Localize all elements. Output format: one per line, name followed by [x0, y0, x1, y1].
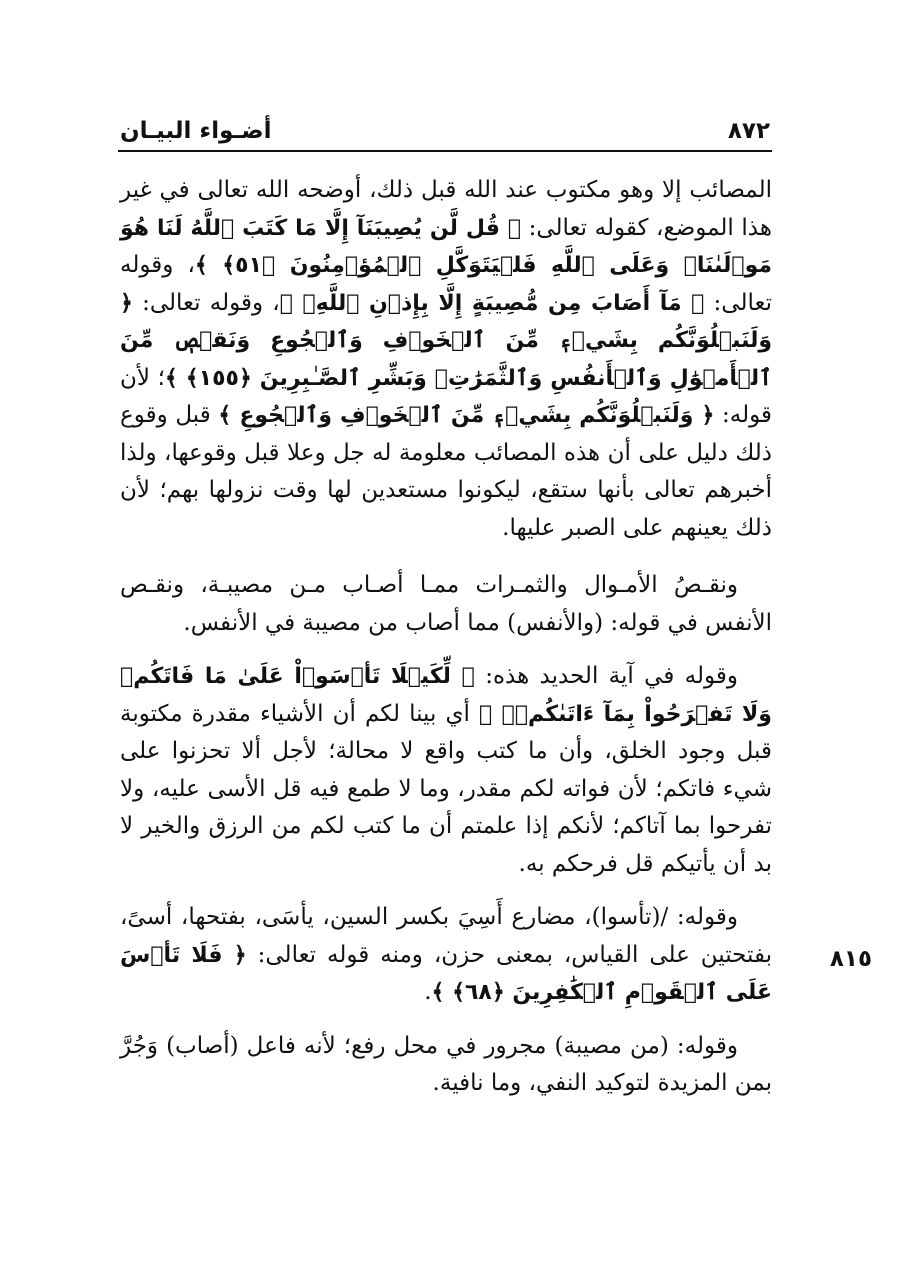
text-segment: وقوله: /(تأسوا)، مضارع أَسِيَ بكسر السين، يأسَى، بفتحها، أسىً، بفتحتين على القياس، بمعنى حزن، ومنه قوله تعالى:: [120, 904, 772, 968]
text-segment: ونقـصُ الأمـوال والثمـرات ممـا أصـاب مـن مصيبـة، ونقـص الأنفس في قوله: (والأنفس) مما أصاب من مصيبة في الأنفس.: [120, 572, 772, 636]
quran-verse: ﴿ قُل لَّن يُصِيبَنَآ إِلَّا مَا كَتَبَ ٱللَّهُ لَنَا هُوَ مَوۡلَىٰنَاۚ وَعَلَى ٱللَّهِ فَلۡيَتَوَكَّلِ ٱلۡمُؤۡمِنُونَ ﴿٥١﴾ ﴾: [120, 215, 772, 278]
text-segment: وقوله في آية الحديد هذه:: [474, 663, 738, 689]
text-segment: المصائب إلا وهو مكتوب عند الله قبل ذلك، أوضحه الله تعالى في غير هذا الموضع، كقوله تعالى:: [120, 177, 772, 241]
page-number: ٨٧٢: [727, 118, 770, 144]
quran-verse: ﴿ لِّكَيۡلَا تَأۡسَوۡاْ عَلَىٰ مَا فَاتَكُمۡ وَلَا تَفۡرَحُواْ بِمَآ ءَاتَىٰكُمۡۗ ﴾: [120, 664, 772, 727]
quran-verse: ﴿ فَلَا تَأۡسَ عَلَى ٱلۡقَوۡمِ ٱلۡكَٰفِرِينَ ﴿٦٨﴾ ﴾: [120, 942, 772, 1005]
running-title: أضـواء البيـان: [120, 118, 272, 144]
text-segment: ؛ لأن قوله:: [120, 364, 772, 428]
body-text: [120, 172, 772, 1103]
text-segment: ، وقوله تعالى:: [132, 289, 280, 316]
text-segment: ، وقوله تعالى:: [120, 252, 772, 316]
paragraph-gap: [120, 883, 772, 899]
text-segment: أي بينا لكم أن الأشياء مقدرة مكتوبة قبل وجود الخلق، وأن ما كتب واقع لا محالة؛ لأجل ألا تحزنوا على شيء فاتكم؛ لأن فواته لكم مقدر، وما لا طمع فيه قل الأسى عليه، ولا تفرحوا بما آتاكم؛ لأنكم إذا علمتم أن ما كتب لكم من الرزق والخير لا بد أن يأتيكم قل فرحكم به.: [120, 700, 772, 877]
paragraph-gap: [120, 1012, 772, 1028]
margin-page-reference: ٨١٥: [829, 946, 872, 972]
paragraph-3: [120, 658, 772, 883]
paragraph-2: [120, 567, 772, 642]
header-rule: [118, 150, 772, 152]
paragraph-5: [120, 1028, 772, 1103]
paragraph-4: [120, 899, 772, 1012]
paragraph-gap: [120, 642, 772, 658]
text-segment: وقوله: (من مصيبة) مجرور في محل رفع؛ لأنه فاعل (أصاب) وَجُرَّ بمن المزيدة لتوكيد النفي، وما نافية.: [120, 1032, 772, 1096]
paragraph-gap: [120, 547, 772, 567]
quran-verse: ﴿ وَلَنَبۡلُوَنَّكُم بِشَيۡءٖ مِّنَ ٱلۡخَوۡفِ وَٱلۡجُوعِ وَنَقۡصٖ مِّنَ ٱلۡأَمۡوَٰلِ وَٱلۡأَنفُسِ وَٱلثَّمَرَٰتِۗ وَبَشِّرِ ٱلصَّـٰبِرِينَ ﴿١٥٥﴾ ﴾: [120, 290, 772, 391]
paragraph-1: [120, 172, 772, 547]
quran-verse: ﴿ وَلَنَبۡلُوَنَّكُم بِشَيۡءٖ مِّنَ ٱلۡخَوۡفِ وَٱلۡجُوعِ ﴾: [218, 403, 715, 428]
text-segment: قبل وقوع ذلك دليل على أن هذه المصائب معلومة له جل وعلا قبل وقوعها، ولذا أخبرهم تعالى بأنها ستقع، ليكونوا مستعدين لها وقت نزولها بهم؛ لأن ذلك يعينهم على الصبر عليها.: [120, 402, 772, 541]
page-header: [120, 118, 770, 152]
text-segment: .: [424, 979, 432, 1005]
quran-verse: ﴿ مَآ أَصَابَ مِن مُّصِيبَةٍ إِلَّا بِإِذۡنِ ٱللَّهِۗ ﴾: [279, 290, 705, 316]
